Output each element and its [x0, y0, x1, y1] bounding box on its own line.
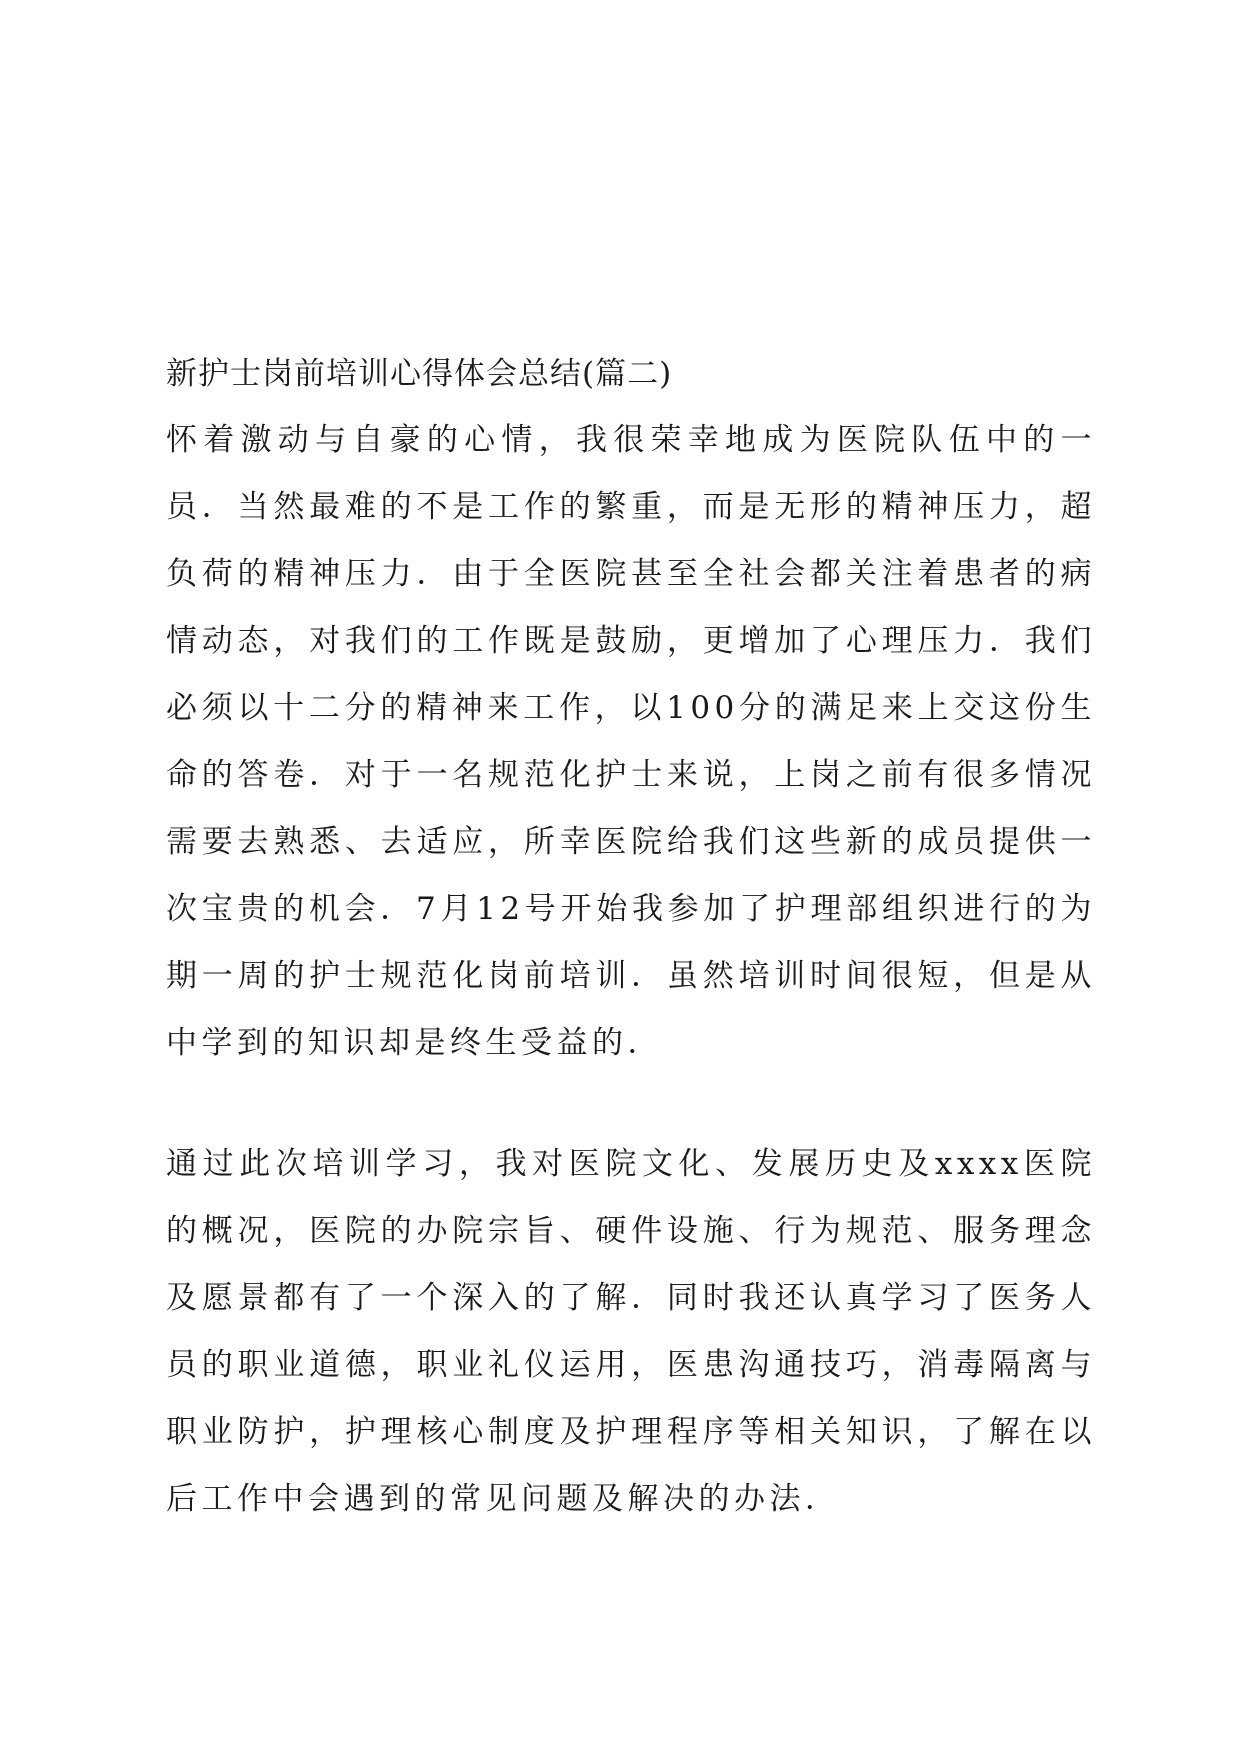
- paragraph-1: 怀着激动与自豪的心情，我很荣幸地成为医院队伍中的一员．当然最难的不是工作的繁重，而是无形的精神压力，超负荷的精神压力．由于全医院甚至全社会都关注着患者的病情动态，对我们的工作既是鼓励，更增加了心理压力．我们必须以十二分的精神来工作，以100分的满足来上交这份生命的答卷．对于一名规范化护士来说，上岗之前有很多情况需要去熟悉、去适应，所幸医院给我们这些新的成员提供一次宝贵的机会．7月12号开始我参加了护理部组织进行的为期一周的护士规范化岗前培训．虽然培训时间很短，但是从中学到的知识却是终生受益的．: [166, 422, 1096, 1061]
- document-body: [166, 351, 1096, 1533]
- document-title: 新护士岗前培训心得体会总结(篇二): [166, 356, 673, 392]
- paragraph-2: 通过此次培训学习，我对医院文化、发展历史及xxxx医院的概况，医院的办院宗旨、硬件设施、行为规范、服务理念及愿景都有了一个深入的了解．同时我还认真学习了医务人员的职业道德，职业礼仪运用，医患沟通技巧，消毒隔离与职业防护，护理核心制度及护理程序等相关知识，了解在以后工作中会遇到的常见问题及解决的办法．: [166, 1146, 1096, 1517]
